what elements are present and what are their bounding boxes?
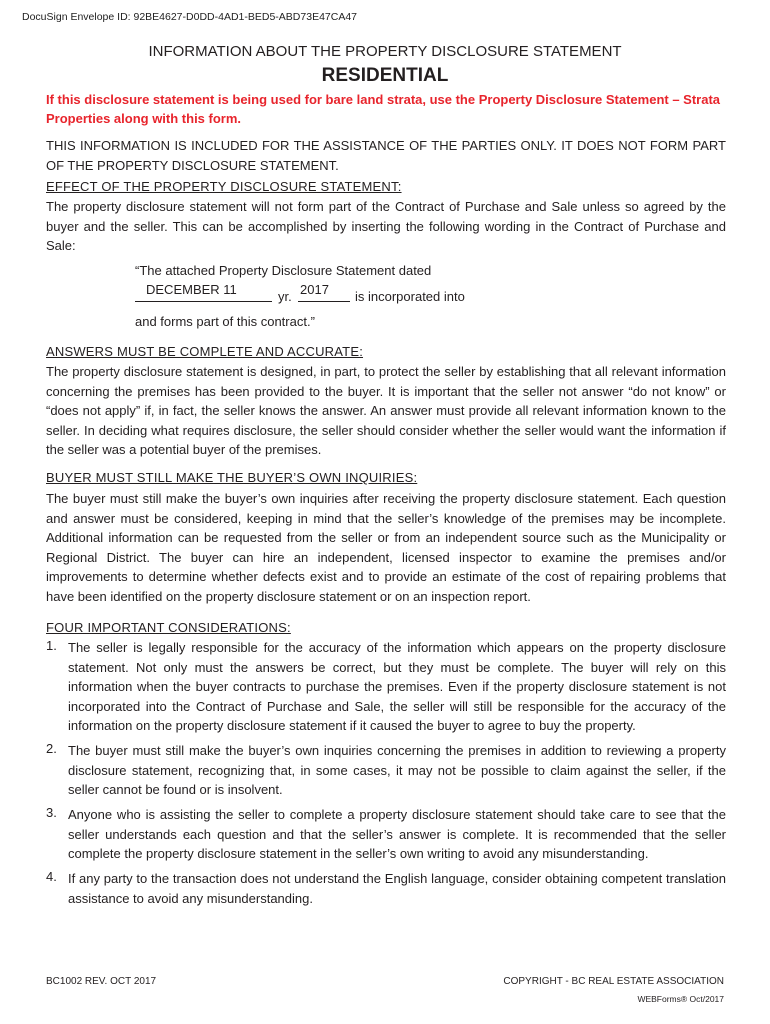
quote-line-1: “The attached Property Disclosure Statement dated — [135, 263, 432, 278]
answers-heading: ANSWERS MUST BE COMPLETE AND ACCURATE: — [46, 344, 364, 359]
strata-warning: If this disclosure statement is being used for bare land strata, use the Property Disclosure Statement – Strata Properties along with this form. — [46, 92, 721, 126]
consideration-1-number: 1. — [46, 638, 57, 653]
considerations-heading: FOUR IMPORTANT CONSIDERATIONS: — [46, 620, 291, 635]
buyer-body: The buyer must still make the buyer’s own inquiries after receiving the property disclosure statement. Each question and answer must be considered, keeping in mind that the seller’s knowledge of the premises may be incomplete. Additional information can be requested from the seller or from an independent source such as the Municipality or Regional District. The buyer can hire an independent, licensed inspector to examine the premises and/or improvements to determine whether defects exist and to provide an estimate of the cost of repairing problems that have been identified on the property disclosure statement or on an inspection report. — [46, 491, 726, 604]
consideration-3-number: 3. — [46, 805, 57, 820]
intro-paragraph: THIS INFORMATION IS INCLUDED FOR THE ASSISTANCE OF THE PARTIES ONLY. IT DOES NOT FORM PART OF THE PROPERTY DISCLOSURE STATEMENT. — [46, 138, 726, 173]
date-underline — [135, 301, 272, 302]
year-underline — [298, 301, 350, 302]
consideration-3-text: Anyone who is assisting the seller to complete a property disclosure statement should take care to see that the seller understands each question and that the seller’s answer is complete. It is recommended that the seller complete the property disclosure statement in the seller’s own writing to avoid any misunderstanding. — [68, 807, 726, 861]
effect-heading: EFFECT OF THE PROPERTY DISCLOSURE STATEMENT: — [46, 179, 402, 194]
copyright: COPYRIGHT - BC REAL ESTATE ASSOCIATION — [503, 976, 724, 987]
year-field-value[interactable]: 2017 — [300, 282, 329, 297]
consideration-2-number: 2. — [46, 741, 57, 756]
date-field-value[interactable]: DECEMBER 11 — [146, 282, 237, 297]
page-title: INFORMATION ABOUT THE PROPERTY DISCLOSURE STATEMENT — [148, 43, 622, 60]
buyer-heading: BUYER MUST STILL MAKE THE BUYER’S OWN INQUIRIES: — [46, 470, 418, 485]
consideration-4-text: If any party to the transaction does not understand the English language, consider obtaining competent translation assistance to avoid any misunderstanding. — [68, 871, 726, 906]
page-subtitle: RESIDENTIAL — [321, 65, 449, 86]
consideration-4-number: 4. — [46, 869, 57, 884]
quote-line-3: and forms part of this contract.” — [135, 314, 315, 329]
webforms-mark: WEBForms® Oct/2017 — [637, 994, 724, 1004]
form-id: BC1002 REV. OCT 2017 — [46, 976, 157, 987]
incorporated-text: is incorporated into — [355, 289, 465, 304]
consideration-1-text: The seller is legally responsible for the accuracy of the information which appears on the property disclosure statement. Not only must the answers be correct, but they must be complete. The buyer will rely on this information when the buyer contracts to purchase the premises. Even if the property disclosure statement is not incorporated into the Contract of Purchase and Sale, the seller will still be responsible for the accuracy of the information on the property disclosure statement if it caused the buyer to agree to buy the property. — [68, 640, 726, 733]
docusign-envelope-id: DocuSign Envelope ID: 92BE4627-D0DD-4AD1-BED5-ABD73E47CA47 — [22, 11, 358, 23]
answers-body: The property disclosure statement is designed, in part, to protect the seller by establishing that all relevant information concerning the premises has been provided to the buyer. It is important that the seller not answer “do not know” or “does not apply” if, in fact, the seller knows the answer. An answer must provide all relevant information known to the seller. In deciding what requires disclosure, the seller should consider whether the seller would want the information if the seller was a potential buyer of the premises. — [46, 364, 726, 457]
yr-label: yr. — [278, 289, 292, 304]
consideration-2-text: The buyer must still make the buyer’s own inquiries concerning the premises in addition to reviewing a property disclosure statement, recognizing that, in some cases, it may not be possible to claim against the seller, if the seller cannot be found or is insolvent. — [68, 743, 726, 797]
effect-body: The property disclosure statement will not form part of the Contract of Purchase and Sale unless so agreed by the buyer and the seller. This can be accomplished by inserting the following wording in the Contract of Purchase and Sale: — [46, 199, 726, 253]
